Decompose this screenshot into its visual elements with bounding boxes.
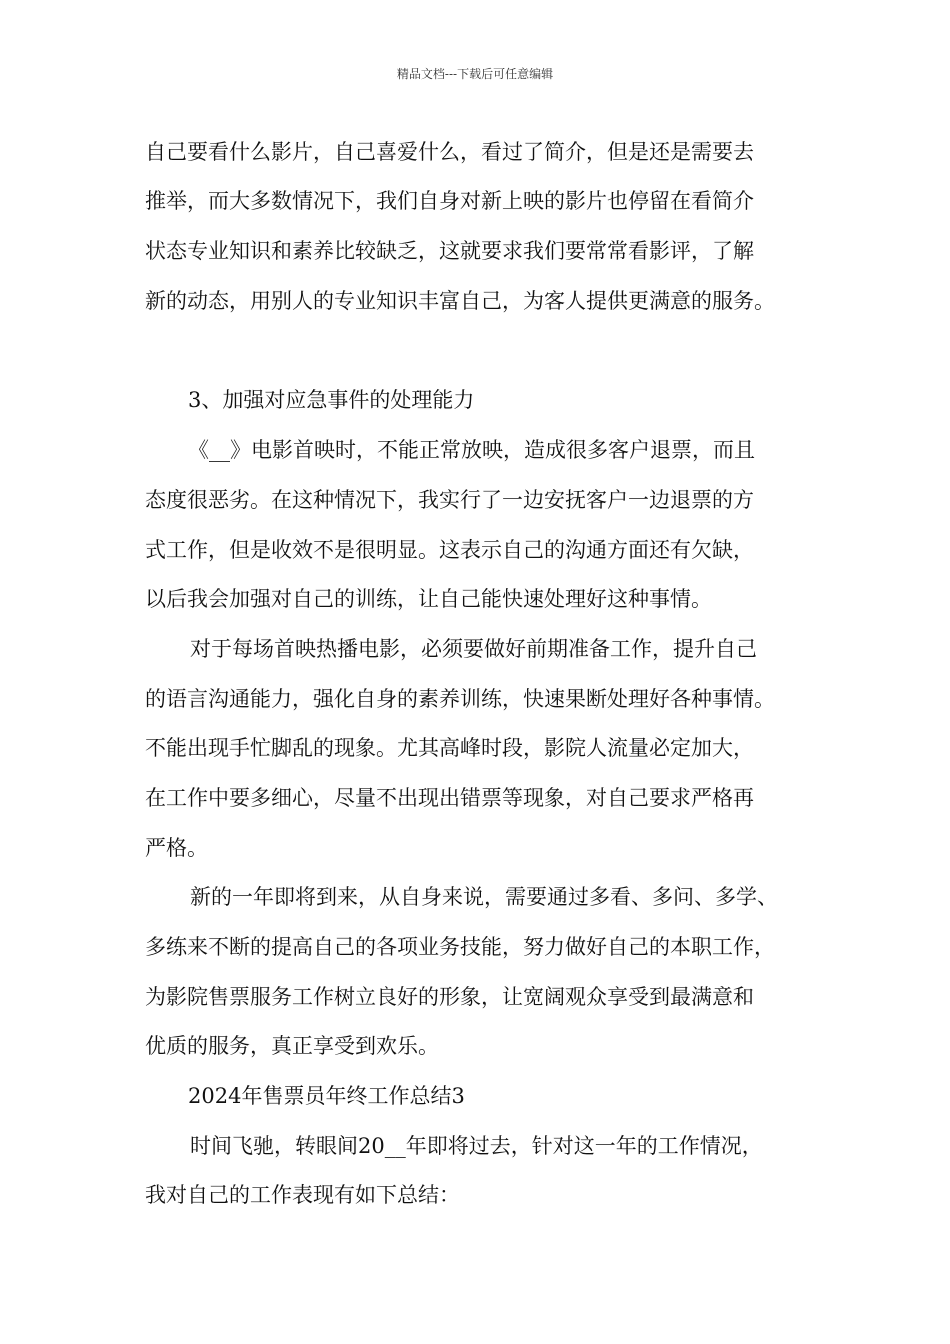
paragraph-line: 时间飞驰，转眼间20__年即将过去，针对这一年的工作情况， [190, 1134, 763, 1158]
paragraph-line: 推举，而大多数情况下，我们自身对新上映的影片也停留在看简介 [145, 189, 754, 213]
paragraph-line: 态度很恶劣。在这种情况下，我实行了一边安抚客户一边退票的方 [145, 488, 754, 512]
paragraph-line: 新的动态，用别人的专业知识丰富自己，为客人提供更满意的服务。 [145, 289, 775, 313]
page-header: 精品文档---下载后可任意编辑 [396, 67, 554, 81]
paragraph-line: 的语言沟通能力，强化自身的素养训练，快速果断处理好各种事情。 [145, 687, 775, 711]
section-heading: 3、加强对应急事件的处理能力 [188, 388, 475, 412]
section-title: 2024年售票员年终工作总结3 [188, 1084, 465, 1108]
paragraph-line: 对于每场首映热播电影，必须要做好前期准备工作，提升自己 [190, 637, 757, 661]
paragraph-line: 以后我会加强对自己的训练，让自己能快速处理好这种事情。 [145, 587, 712, 611]
paragraph-line: 新的一年即将到来，从自身来说，需要通过多看、多问、多学、 [190, 885, 778, 909]
paragraph-line: 我对自己的工作表现有如下总结： [145, 1183, 460, 1207]
paragraph-line: 在工作中要多细心，尽量不出现出错票等现象，对自己要求严格再 [145, 786, 754, 810]
paragraph-line: 状态专业知识和素养比较缺乏，这就要求我们要常常看影评，了解 [145, 239, 754, 263]
paragraph-line: 不能出现手忙脚乱的现象。尤其高峰时段，影院人流量必定加大， [145, 736, 754, 760]
paragraph-line: 自己要看什么影片，自己喜爱什么，看过了简介，但是还是需要去 [145, 140, 754, 164]
paragraph-line: 多练来不断的提高自己的各项业务技能，努力做好自己的本职工作， [145, 935, 775, 959]
paragraph-line: 优质的服务，真正享受到欢乐。 [145, 1034, 439, 1058]
paragraph-line: 《__》电影首映时，不能正常放映，造成很多客户退票，而且 [188, 438, 755, 462]
paragraph-line: 为影院售票服务工作树立良好的形象，让宽阔观众享受到最满意和 [145, 985, 754, 1009]
paragraph-line: 严格。 [145, 836, 208, 860]
paragraph-line: 式工作，但是收效不是很明显。这表示自己的沟通方面还有欠缺， [145, 538, 754, 562]
